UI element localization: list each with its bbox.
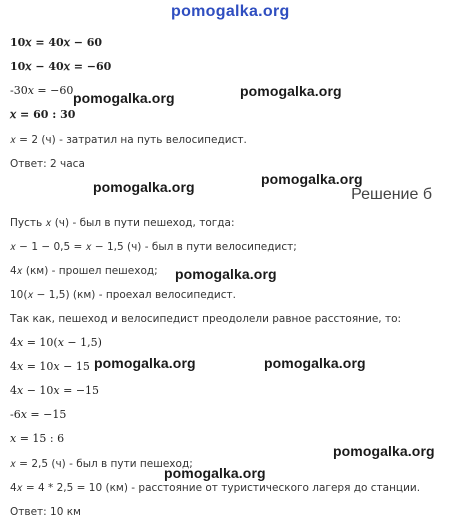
watermark: pomogalka.org xyxy=(264,355,366,371)
section-title: Решение б xyxy=(351,186,432,203)
answer-a: Ответ: 2 часа xyxy=(10,158,85,170)
answer-b: Ответ: 10 км xyxy=(10,506,81,518)
solution-b-eq-2: 4𝑥 = 10𝑥 − 15 xyxy=(10,360,90,373)
watermark: pomogalka.org xyxy=(175,266,277,282)
watermark: pomogalka.org xyxy=(73,90,175,106)
solution-b-eq-4: -6𝑥 = −15 xyxy=(10,408,67,421)
watermark: pomogalka.org xyxy=(333,443,435,459)
equation-line-4: 𝑥 = 60 : 30 xyxy=(10,108,76,121)
watermark: pomogalka.org xyxy=(93,179,195,195)
solution-b-eq-5: 𝑥 = 15 : 6 xyxy=(10,432,65,445)
watermark: pomogalka.org xyxy=(94,355,196,371)
equation-line-1: 10𝑥 = 40𝑥 − 60 xyxy=(10,36,103,49)
solution-b-line-2: 𝑥 − 1 − 0,5 = 𝑥 − 1,5 (ч) - был в пути велосипедист; xyxy=(10,241,297,253)
solution-b-line-11: 𝑥 = 2,5 (ч) - был в пути пешеход; xyxy=(10,458,193,470)
solution-b-intro: Пусть 𝑥 (ч) - был в пути пешеход, тогда: xyxy=(10,217,235,229)
solution-b-eq-3: 4𝑥 − 10𝑥 = −15 xyxy=(10,384,100,397)
solution-b-line-12: 4𝑥 = 4 * 2,5 = 10 (км) - расстояние от туристического лагеря до станции. xyxy=(10,482,421,494)
watermark: pomogalka.org xyxy=(261,171,363,187)
solution-b-line-4: 10(𝑥 − 1,5) (км) - проехал велосипедист. xyxy=(10,289,236,301)
equation-line-5: 𝑥 = 2 (ч) - затратил на путь велосипедист. xyxy=(10,134,247,146)
solution-b-line-5: Так как, пешеход и велосипедист преодолели равное расстояние, то: xyxy=(10,313,402,325)
watermark: pomogalka.org xyxy=(240,83,342,99)
equation-line-3: -30𝑥 = −60 xyxy=(10,84,74,97)
watermark-top: pomogalka.org xyxy=(171,3,290,20)
solution-b-eq-1: 4𝑥 = 10(𝑥 − 1,5) xyxy=(10,336,102,349)
watermark: pomogalka.org xyxy=(164,465,266,481)
equation-line-2: 10𝑥 − 40𝑥 = −60 xyxy=(10,60,112,73)
solution-b-line-3: 4𝑥 (км) - прошел пешеход; xyxy=(10,265,158,277)
